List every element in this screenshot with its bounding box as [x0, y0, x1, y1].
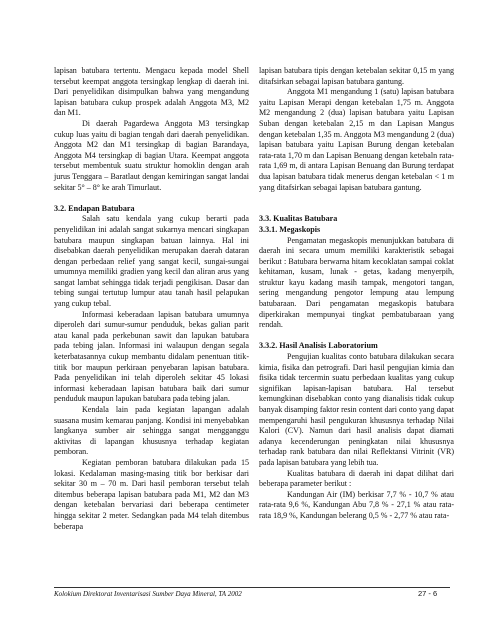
paragraph: Kandungan Air (IM) berkisar 7,7 % - 10,7 % atau rata-rata 9,6 %, Kandungan Abu 7,8 % - 27,1 % atau rata-rata 18,9 %, Kandungan belerang 0,5 % - 2,77 % atau rata-: [259, 489, 454, 520]
paragraph: Kendala lain pada kegiatan lapangan adalah suasana musim kemarau panjang. Kondisi ini menyebabkan langkanya sumber air sehingga sangat mengganggu aktivitas di lapangan khususnya terhadap kegiatan pemboran.: [54, 405, 249, 457]
footer-divider: [54, 587, 450, 588]
blank-line: [259, 331, 454, 342]
paragraph: Anggota M1 mengandung 1 (satu) lapisan batubara yaitu Lapisan Merapi dengan ketebalan 1,75 m. Anggota M2 mengandung 2 (dua) lapisan batubara yaitu Lapisan Suban dengan ketebalan 2,15 m dan Lapisan Mangus dengan ketebalan 1,35 m. Anggota M3 mengandung 2 (dua) lapisan batubara yaitu Lapisan Burung dengan ketebalan rata-rata 1,70 m dan Lapisan Benuang dengan ketebaln rata-rata 1,69 m, di antara Lapisan Benuang dan Burung terdapat dua lapisan batubara tidak menerus dengan ketebalan < 1 m yang ditafsirkan sebagai lapisan batubara gantung.: [259, 87, 454, 192]
paragraph: Pengamatan megaskopis menunjukkan batubara di daerah ini secara umum memiliki karakteristik sebagai berikut : Batubara berwarna hitam kecoklatan sampai coklat kehitaman, kusam, lunak - getas, kadang menyerpih, struktur kayu kadang masih tampak, mengotori tangan, sering mengandung pengotor lempung atau lempung batubaraan. Dari pengamatan megaskopis batubara diperkirakan mempunyai tingkat pembatubaraan yang rendah.: [259, 235, 454, 330]
paragraph: Di daerah Pagardewa Anggota M3 tersingkap cukup luas yaitu di bagian tengah dari daerah penyelidikan. Anggota M2 dan M1 tersingkap di bagian Barandaya, Anggota M4 tersingkap di bagian Utara. Keempat anggota tersebut membentuk suatu struktur homoklin dengan arah jurus Tenggara – Baratlaut dengan kemiringan sangat landai sekitar 5° – 8° ke arah Timurlaut.: [54, 118, 249, 192]
section-heading: 3.3. Kualitas Batubara: [259, 214, 338, 224]
blank-line: [54, 193, 249, 204]
blank-line: [259, 204, 454, 215]
paragraph: Kegiatan pemboran batubara dilakukan pada 15 lokasi. Kedalaman masing-masing titik bor berkisar dari sekitar 30 m – 70 m. Dari hasil pemboran tersebut telah ditembus beberapa lapisan batubara pada M1, M2 dan M3 dengan ketebalan bervariasi dari beberapa centimeter hingga sekitar 2 meter. Sedangkan pada M4 telah ditembus beberapa: [54, 457, 249, 531]
paragraph: lapisan batubara tipis dengan ketebalan sekitar 0,15 m yang ditafsirkan sebagai lapisan batubara gantung.: [259, 66, 454, 86]
section-heading: 3.3.1. Megaskopis: [259, 224, 321, 234]
page-number: 27 - 6: [418, 589, 438, 598]
footer-publisher: Kolokium Direktorat Inventarisasi Sumber Daya Mineral, TA 2002: [54, 590, 242, 598]
section-heading: 3.2. Endapan Batubara: [54, 203, 135, 213]
left-column: [54, 66, 249, 532]
paragraph: lapisan batubara tertentu. Mengacu kepada model Shell tersebut keempat anggota tersingkap lengkap di daerah ini. Dari penyelidikan disimpulkan bahwa yang mengandung lapisan batubara cukup prospek adalah Anggota M3, M2 dan M1.: [54, 66, 249, 118]
section-heading: 3.3.2. Hasil Analisis Laboratorium: [259, 341, 378, 351]
paragraph: Salah satu kendala yang cukup berarti pada penyelidikan ini adalah sangat sukarnya mencari singkapan batubara maupun singkapan batuan lainnya. Hal ini disebabkan daerah penyelidikan merupakan daerah dataran dengan perbedaan relief yang sangat kecil, sungai-sungai umumnya memiliki gradien yang kecil dan aliran arus yang sangat lambat sehingga tidak terjadi pengikisan. Dasar dan tebing sungai tertutup lumpur atau tanah hasil pelapukan yang cukup tebal.: [54, 214, 249, 309]
right-column: [259, 66, 454, 522]
paragraph: Kualitas batubara di daerah ini dapat dilihat dari beberapa parameter berikut :: [259, 468, 454, 489]
blank-line: [259, 193, 454, 204]
paragraph: Informasi keberadaan lapisan batubara umumnya diperoleh dari sumur-sumur penduduk, bekas galian parit atau kanal pada perkebunan sawit dan lapukan batubara pada tebing jalan. Informasi ini walaupun dengan segala keterbatasannya cukup membantu didalam penentuan titik-titik bor maupun perkiraan penyebaran lapisan batubara. Pada penyelidikan ini telah diperoleh sekitar 45 lokasi informasi keberadaan lapisan batubara baik dari sumur penduduk maupun lapukan batubara pada tebing jalan.: [54, 309, 249, 404]
paragraph: Pengujian kualitas conto batubara dilakukan secara kimia, fisika dan petrografi. Dari hasil pengujian kimia dan fisika tidak tercermin suatu perbedaan kualitas yang cukup signifikan lapisan-lapisan batubara. Hal tersebut kemungkinan disebabkan conto yang dianalisis tidak cukup banyak disamping faktor resin content dari conto yang dapat mempengaruhi hasil pengukuran khususnya terhadap Nilai Kalori (CV). Namun dari hasil analisis dapat diamati adanya kecenderungan peningkatan nilai khususnya terhadap rank batubara dan nilai Reflektansi Vitrinit (VR) pada lapisan batubara yang lebih tua.: [259, 352, 454, 467]
